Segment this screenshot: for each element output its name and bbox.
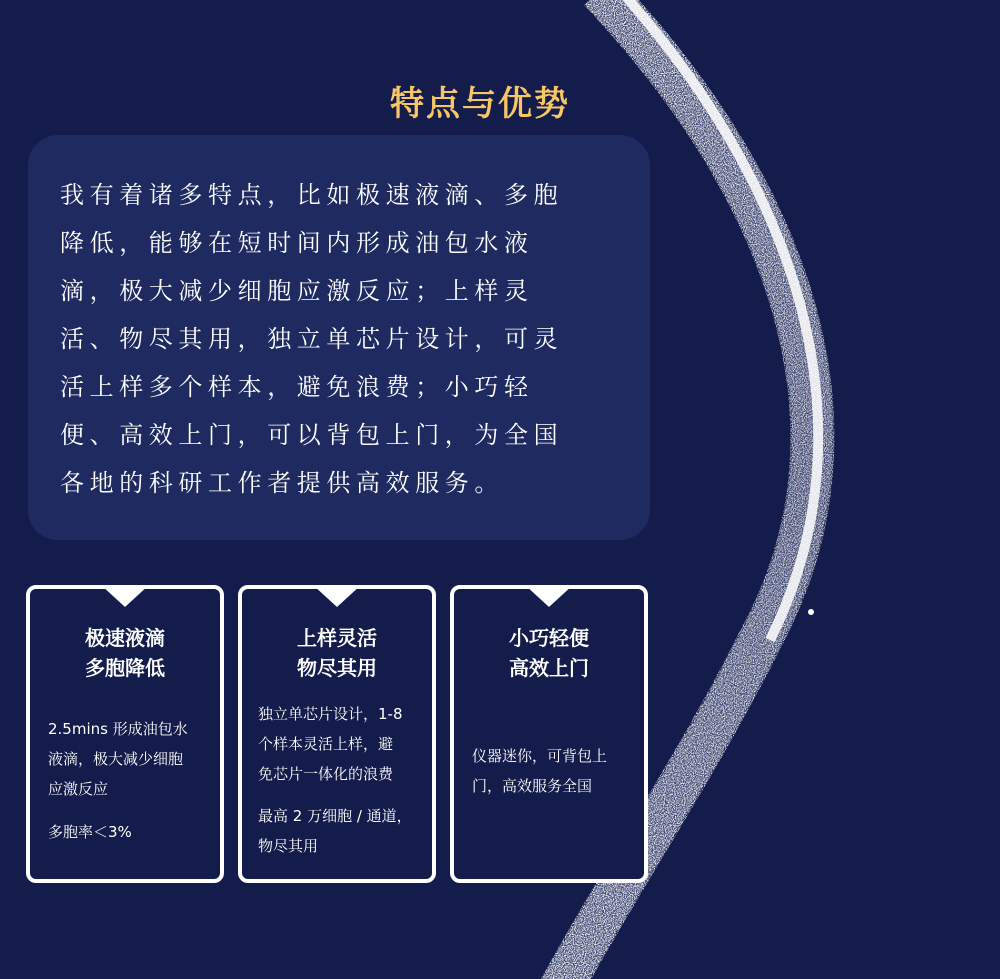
feature-card-flexible-loading (238, 585, 436, 883)
card-title: 小巧轻便 高效上门 (509, 626, 589, 680)
intro-line: 活上样多个样本，避免浪费；小巧轻 (60, 373, 534, 401)
notch-triangle (101, 585, 149, 607)
card-text: 仪器迷你，可背包上 门，高效服务全国 (472, 747, 608, 795)
card-text: 多胞率＜3% (48, 823, 132, 841)
intro-line: 滴，极大减少细胞应激反应；上样灵 (60, 277, 534, 305)
intro-line: 降低，能够在短时间内形成油包水液 (60, 229, 534, 257)
notch-triangle (313, 585, 361, 607)
section-title: 特点与优势 (390, 84, 570, 124)
intro-line: 各地的科研工作者提供高效服务。 (60, 469, 504, 497)
card-text: 2.5mins 形成油包水 液滴，极大减少细胞 应激反应 (48, 720, 188, 798)
notch-triangle (525, 585, 573, 607)
intro-line: 我有着诸多特点，比如极速液滴、多胞 (60, 181, 564, 209)
card-title: 上样灵活 物尽其用 (297, 626, 377, 680)
intro-line: 活、物尽其用，独立单芯片设计，可灵 (60, 325, 564, 353)
card-text: 最高 2 万细胞 / 通道， 物尽其用 (258, 807, 412, 855)
intro-panel (28, 135, 650, 540)
feature-card-portable (450, 585, 648, 883)
card-title: 极速液滴 多胞降低 (85, 626, 165, 680)
card-text: 独立单芯片设计，1-8 个样本灵活上样，避 免芯片一体化的浪费 (258, 705, 403, 783)
feature-card-fast-droplet (26, 585, 224, 883)
intro-line: 便、高效上门，可以背包上门，为全国 (60, 421, 564, 449)
